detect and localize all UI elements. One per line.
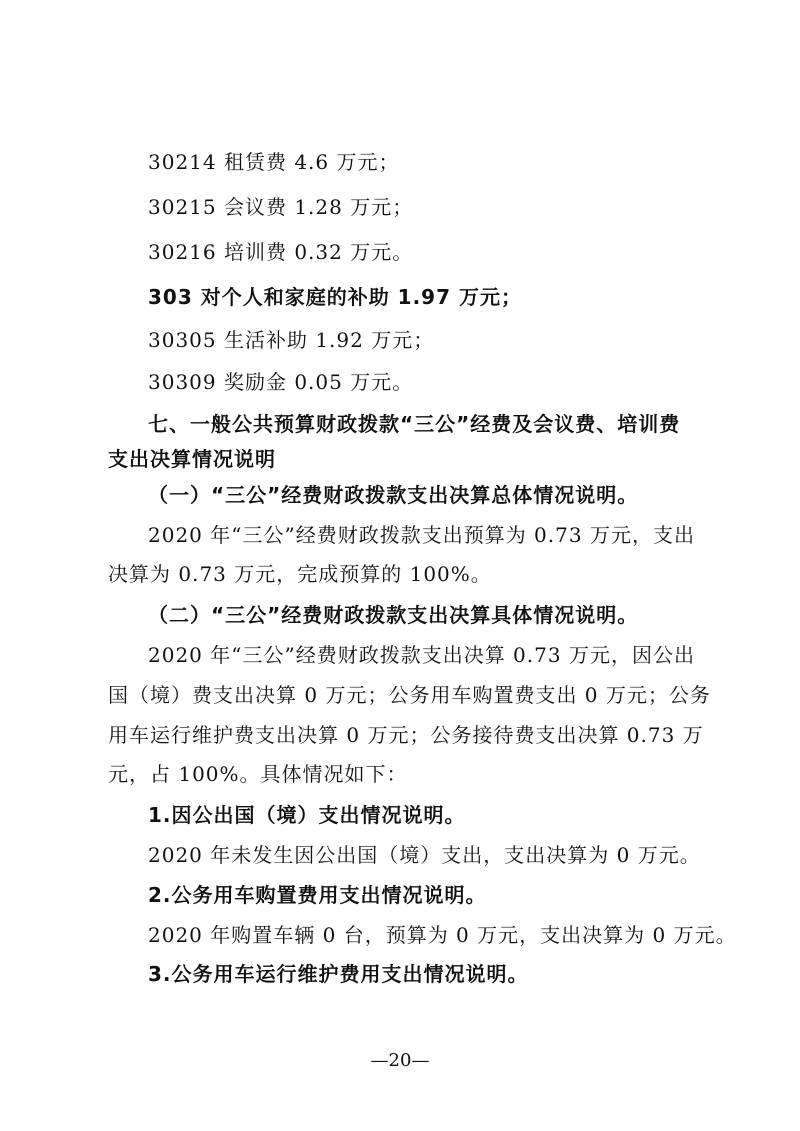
paragraph-2-line3: 用车运行维护费支出决算 0 万元；公务接待费支出决算 0.73 万 [108,723,704,747]
section-heading-7-line1: 七、一般公共预算财政拨款“三公”经费及会议费、培训费 [148,412,681,436]
expense-line-meeting: 30215 会议费 1.28 万元； [148,195,414,219]
section-heading-7-line2: 支出决算情况说明 [108,447,276,471]
paragraph-2-line2: 国（境）费支出决算 0 万元；公务用车购置费支出 0 万元；公务 [108,683,711,707]
subsection-heading-2: （二）“三公”经费财政拨款支出决算具体情况说明。 [148,603,639,627]
paragraph-3: 2020 年未发生因公出国（境）支出，支出决算为 0 万元。 [148,843,701,867]
expense-line-rent: 30214 租赁费 4.6 万元； [148,150,400,174]
expense-line-training: 30216 培训费 0.32 万元。 [148,240,414,264]
item-heading-1: 1.因公出国（境）支出情况说明。 [148,803,466,827]
paragraph-2-line4: 元，占 100%。具体情况如下： [108,762,408,786]
paragraph-1-line2: 决算为 0.73 万元，完成预算的 100%。 [108,562,492,586]
page-number: —20— [370,1050,430,1071]
item-heading-2: 2.公务用车购置费用支出情况说明。 [148,883,487,907]
expense-line-living-subsidy: 30305 生活补助 1.92 万元； [148,328,435,352]
subsection-heading-1: （一）“三公”经费财政拨款支出决算总体情况说明。 [148,483,639,507]
paragraph-2-line1: 2020 年“三公”经费财政拨款支出决算 0.73 万元，因公出 [148,643,695,667]
paragraph-1-line1: 2020 年“三公”经费财政拨款支出预算为 0.73 万元，支出 [148,523,695,547]
expense-line-subsidy: 303 对个人和家庭的补助 1.97 万元； [148,285,522,309]
paragraph-4: 2020 年购置车辆 0 台，预算为 0 万元，支出决算为 0 万元。 [148,923,737,947]
expense-line-reward: 30309 奖励金 0.05 万元。 [148,370,414,394]
item-heading-3: 3.公务用车运行维护费用支出情况说明。 [148,962,529,986]
